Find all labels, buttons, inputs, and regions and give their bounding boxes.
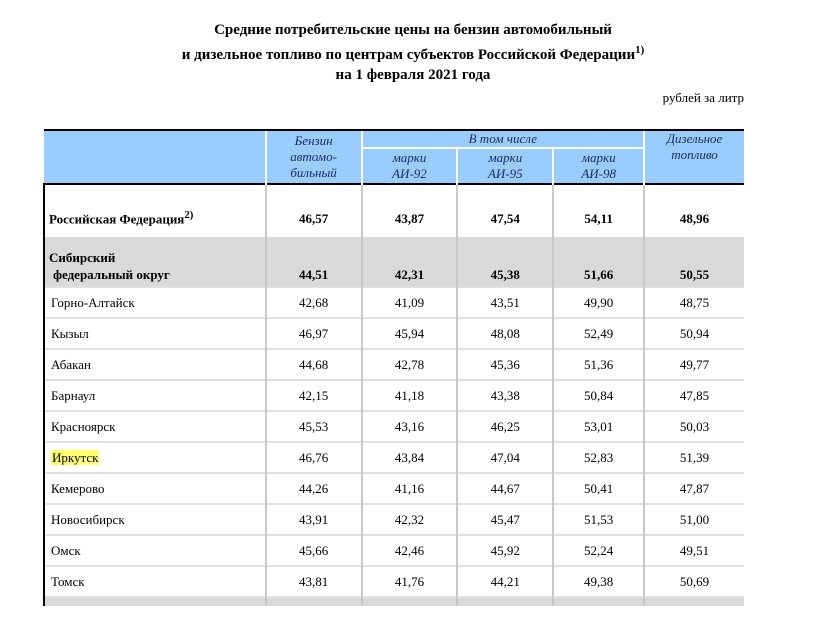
header-gasoline-l1: Бензин — [294, 133, 333, 148]
table-row — [44, 473, 744, 504]
title-line-2-text: и дизельное топливо по центрам субъектов Российской Федерации — [181, 47, 636, 63]
header-ai98-l2: АИ-98 — [581, 166, 616, 181]
city-diesel-value: 48,75 — [644, 287, 744, 318]
city-name: Новосибирск — [51, 511, 125, 527]
header-ai95-l1: марки — [488, 150, 523, 165]
city-ai92-value: 43,84 — [362, 442, 458, 473]
table-row — [44, 411, 744, 442]
district-gasoline: 44,51 — [266, 237, 362, 287]
russia-name — [44, 184, 266, 232]
russia-diesel: 48,96 — [644, 184, 744, 232]
footnote-marker-2: 2) — [184, 208, 194, 221]
city-ai92-value: 41,76 — [362, 566, 458, 597]
header-ai92-l1: марки — [392, 150, 427, 165]
city-diesel-value: 51,39 — [644, 442, 744, 473]
city-diesel-value: 47,87 — [644, 473, 744, 504]
city-ai92-value: 41,09 — [362, 287, 458, 318]
city-name-cell — [44, 318, 266, 349]
table-row — [44, 349, 744, 380]
header-including: В том числе — [362, 130, 645, 148]
table-row — [44, 318, 744, 349]
table-row — [44, 380, 744, 411]
city-ai92-value: 41,16 — [362, 473, 458, 504]
city-ai92-value: 42,78 — [362, 349, 458, 380]
city-ai92-value: 42,46 — [362, 535, 458, 566]
district-name-l2: федеральный округ — [53, 267, 170, 282]
city-ai95-value: 44,67 — [457, 473, 553, 504]
city-ai98-value: 50,41 — [553, 473, 644, 504]
city-name: Абакан — [51, 356, 91, 372]
city-name-cell — [44, 504, 266, 535]
city-ai98-value: 51,36 — [553, 349, 644, 380]
header-ai92-l2: АИ-92 — [392, 166, 427, 181]
city-gasoline-value: 43,81 — [266, 566, 362, 597]
russia-ai98: 54,11 — [553, 184, 644, 232]
city-gasoline-value: 45,53 — [266, 411, 362, 442]
city-ai95-value: 48,08 — [457, 318, 553, 349]
city-name: Красноярск — [51, 418, 116, 434]
city-name: Кемерово — [51, 480, 105, 496]
city-name-cell — [44, 287, 266, 318]
district-ai95: 45,38 — [457, 237, 553, 287]
city-diesel-value: 51,00 — [644, 504, 744, 535]
units-label: рублей за литр — [662, 90, 744, 105]
city-name: Омск — [51, 542, 81, 558]
city-name-cell — [44, 349, 266, 380]
city-gasoline-value: 44,26 — [266, 473, 362, 504]
city-ai98-value: 49,38 — [553, 566, 644, 597]
title-line-3: на 1 февраля 2021 года — [335, 67, 491, 83]
city-ai95-value: 45,47 — [457, 504, 553, 535]
city-diesel-value: 47,85 — [644, 380, 744, 411]
title-line-1: Средние потребительские цены на бензин автомобильный — [214, 22, 612, 38]
city-diesel-value: 50,69 — [644, 566, 744, 597]
city-gasoline-value: 44,68 — [266, 349, 362, 380]
table-row — [44, 442, 744, 473]
title-line-2 — [0, 40, 826, 65]
district-row — [44, 237, 744, 287]
city-ai95-value: 45,92 — [457, 535, 553, 566]
city-ai98-value: 52,83 — [553, 442, 644, 473]
city-name-cell — [44, 442, 266, 473]
header-gasoline-l3: бильный — [290, 165, 337, 180]
header-ai95-l2: АИ-95 — [487, 166, 523, 181]
city-ai98-value: 52,24 — [553, 535, 644, 566]
city-name-cell — [44, 473, 266, 504]
table-row — [44, 287, 744, 318]
city-ai98-value: 52,49 — [553, 318, 644, 349]
table-row — [44, 566, 744, 597]
city-ai95-value: 45,36 — [457, 349, 553, 380]
city-ai95-value: 47,04 — [457, 442, 553, 473]
city-ai92-value: 41,18 — [362, 380, 458, 411]
city-ai95-value: 44,21 — [457, 566, 553, 597]
district-ai92: 42,31 — [362, 237, 458, 287]
header-ai95 — [457, 148, 553, 184]
city-gasoline-value: 43,91 — [266, 504, 362, 535]
header-diesel-l1: Дизельное — [666, 131, 723, 146]
city-name-cell — [44, 566, 266, 597]
city-name: Томск — [51, 573, 85, 589]
city-name: Иркутск — [52, 449, 99, 465]
city-name-cell — [44, 411, 266, 442]
bottom-cell — [44, 597, 266, 606]
russia-name-text: Российская Федерация — [49, 211, 185, 226]
header-gasoline-l2: автомо- — [290, 149, 337, 164]
city-diesel-value: 50,03 — [644, 411, 744, 442]
table-row — [44, 535, 744, 566]
city-rows — [44, 287, 744, 597]
city-name: Барнаул — [51, 387, 96, 403]
header-diesel-l2: топливо — [671, 147, 718, 162]
city-name-cell — [44, 380, 266, 411]
header-empty-cell — [44, 130, 266, 184]
city-diesel-value: 50,94 — [644, 318, 744, 349]
header-ai98 — [553, 148, 644, 184]
city-gasoline-value: 46,76 — [266, 442, 362, 473]
russia-ai95: 47,54 — [457, 184, 553, 232]
russia-gasoline: 46,57 — [266, 184, 362, 232]
russia-ai92: 43,87 — [362, 184, 458, 232]
table-row — [44, 504, 744, 535]
city-ai98-value: 53,01 — [553, 411, 644, 442]
city-ai95-value: 43,38 — [457, 380, 553, 411]
russia-row — [44, 184, 744, 232]
document-title — [0, 20, 826, 85]
city-diesel-value: 49,51 — [644, 535, 744, 566]
city-ai95-value: 43,51 — [457, 287, 553, 318]
header-gasoline — [266, 130, 362, 184]
city-ai92-value: 45,94 — [362, 318, 458, 349]
table-bottom-row — [44, 597, 744, 606]
district-name-l1: Сибирский — [49, 250, 116, 265]
city-ai98-value: 49,90 — [553, 287, 644, 318]
city-ai98-value: 50,84 — [553, 380, 644, 411]
district-name — [44, 237, 266, 287]
city-gasoline-value: 46,97 — [266, 318, 362, 349]
footnote-marker-1: 1) — [635, 44, 645, 56]
prices-table — [43, 129, 744, 606]
city-ai98-value: 51,53 — [553, 504, 644, 535]
city-ai95-value: 46,25 — [457, 411, 553, 442]
city-gasoline-value: 42,68 — [266, 287, 362, 318]
city-gasoline-value: 45,66 — [266, 535, 362, 566]
header-diesel — [644, 130, 744, 184]
district-diesel: 50,55 — [644, 237, 744, 287]
header-ai98-l1: марки — [581, 150, 616, 165]
city-ai92-value: 43,16 — [362, 411, 458, 442]
city-name: Кызыл — [51, 325, 89, 341]
district-ai98: 51,66 — [553, 237, 644, 287]
city-name: Горно-Алтайск — [51, 294, 135, 310]
header-ai92 — [362, 148, 458, 184]
header-row-1 — [44, 130, 744, 148]
city-diesel-value: 49,77 — [644, 349, 744, 380]
city-ai92-value: 42,32 — [362, 504, 458, 535]
city-name-cell — [44, 535, 266, 566]
city-gasoline-value: 42,15 — [266, 380, 362, 411]
